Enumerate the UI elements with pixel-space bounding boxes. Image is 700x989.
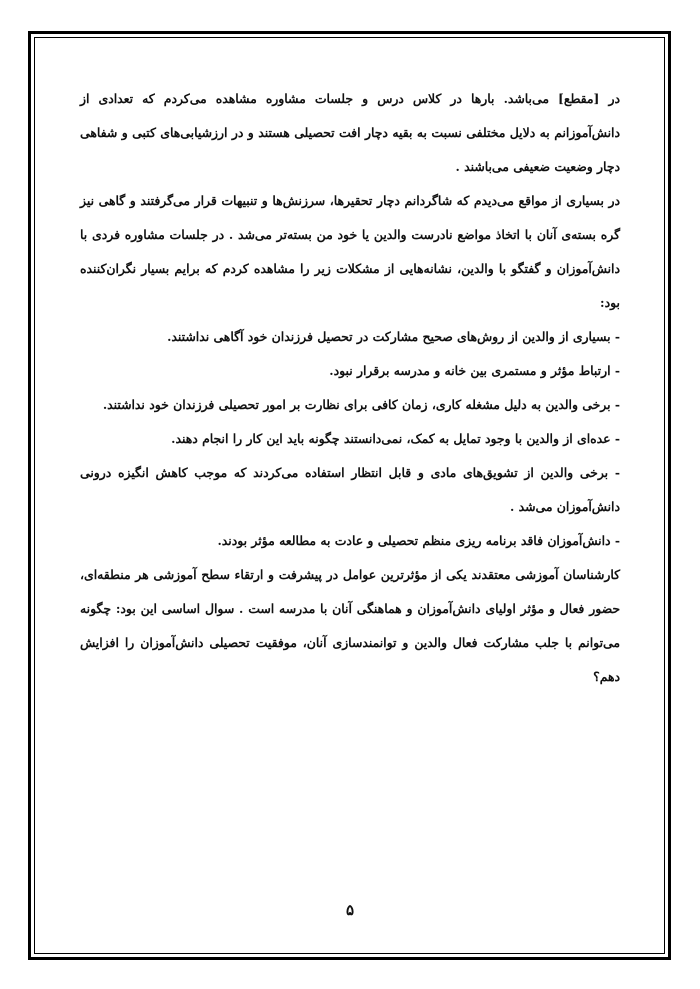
page-number: ۵ xyxy=(345,901,355,919)
bullet-item: - برخی والدین به دلیل مشغله کاری، زمان کافی برای نظارت بر امور تحصیلی فرزندان خود نداشتند. xyxy=(102,397,620,412)
paragraph-intro: در [مقطع] می‌باشد. بارها در کلاس درس و جلسات مشاوره مشاهده می‌کردم که تعدادی از دانش‌آموزانم به دلایل مختلفی نسبت به بقیه دچار افت تحصیلی هستند و در ارزشیابی‌های کتبی و شفاهی دچار وضعیت ضعیفی می‌باشند . xyxy=(80,91,620,174)
bullet-item: - بسیاری از والدین از روش‌های صحیح مشارکت در تحصیل فرزندان خود آگاهی نداشتند. xyxy=(167,329,620,344)
document-body xyxy=(80,82,620,694)
paragraph-observations: در بسیاری از مواقع می‌دیدم که شاگردانم دچار تحقیرها، سرزنش‌ها و تنبیهات قرار می‌گرفتند و گاهی نیز گره بسته‌ی آنان با اتخاذ مواضع نادرست والدین یا خود من بسته‌تر می‌شد . در جلسات مشاوره فردی با دانش‌آموزان و گفتگو با والدین، نشانه‌هایی از مشکلات زیر را مشاهده کردم که برایم بسیار نگران‌کننده بود: xyxy=(80,193,620,310)
bullet-item: - ارتباط مؤثر و مستمری بین خانه و مدرسه برقرار نبود. xyxy=(329,363,620,378)
bullet-item: - برخی والدین از تشویق‌های مادی و قابل انتظار استفاده می‌کردند که موجب کاهش انگیزه درونی دانش‌آموزان می‌شد . xyxy=(80,465,620,514)
bullet-item: - عده‌ای از والدین با وجود تمایل به کمک، نمی‌دانستند چگونه باید این کار را انجام دهند. xyxy=(171,431,620,446)
bullet-item: - دانش‌آموزان فاقد برنامه ریزی منظم تحصیلی و عادت به مطالعه مؤثر بودند. xyxy=(217,533,620,548)
paragraph-closing: کارشناسان آموزشی معتقدند یکی از مؤثرترین عوامل در پیشرفت و ارتقاء سطح آموزشی هر منطقه‌ای، حضور فعال و مؤثر اولیای دانش‌آموزان و هماهنگی آنان با مدرسه است . سوال اساسی این بود: چگونه می‌توانم با جلب مشارکت فعال والدین و توانمندسازی آنان، موفقیت تحصیلی دانش‌آموزان را افزایش دهم؟ xyxy=(80,567,620,684)
